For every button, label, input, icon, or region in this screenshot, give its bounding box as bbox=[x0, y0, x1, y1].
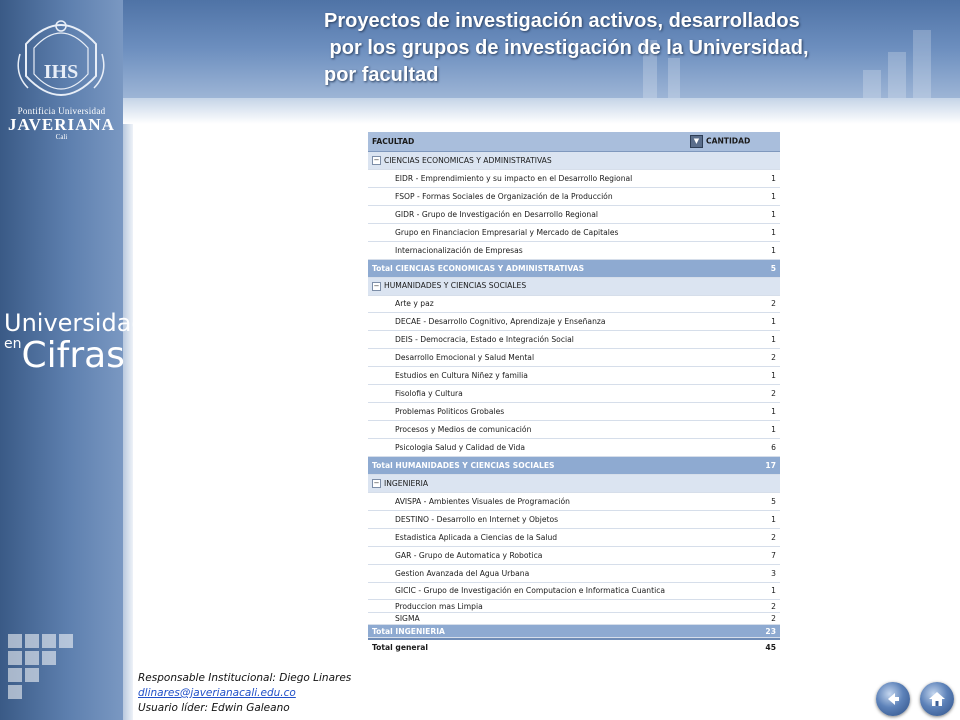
cifras-word-2: en bbox=[4, 336, 22, 352]
pivot-group-row bbox=[368, 278, 780, 296]
cifras-word-1: Universidad bbox=[4, 309, 147, 337]
pivot-item-row bbox=[368, 242, 780, 260]
home-icon bbox=[927, 689, 947, 709]
pivot-row-value: 6 bbox=[771, 442, 776, 452]
pivot-row-label: Total HUMANIDADES Y CIENCIAS SOCIALES bbox=[372, 460, 555, 470]
pivot-item-row bbox=[368, 547, 780, 565]
pivot-row-label: CIENCIAS ECONOMICAS Y ADMINISTRATIVAS bbox=[384, 155, 552, 165]
pivot-row-value: 2 bbox=[771, 389, 776, 399]
pivot-row-label: DECAE - Desarrollo Cognitivo, Aprendizaje y Enseñanza bbox=[395, 317, 606, 327]
pivot-row-label: DESTINO - Desarrollo en Internet y Objetos bbox=[395, 514, 559, 524]
banner-fade bbox=[123, 98, 960, 124]
decorative-square bbox=[25, 634, 39, 648]
pivot-item-row bbox=[368, 493, 780, 511]
pivot-row-value: 3 bbox=[771, 568, 776, 578]
pivot-item-row bbox=[368, 296, 780, 314]
pivot-row-value: 2 bbox=[771, 353, 776, 363]
pivot-row-label: Total CIENCIAS ECONOMICAS Y ADMINISTRATIVAS bbox=[372, 263, 585, 273]
decorative-square bbox=[25, 668, 39, 682]
decorative-square bbox=[25, 651, 39, 665]
pivot-item-row bbox=[368, 511, 780, 529]
logo-line-2: JAVERIANA bbox=[8, 115, 115, 134]
pivot-row-value: 2 bbox=[771, 532, 776, 542]
pivot-item-row bbox=[368, 206, 780, 224]
title-line-2: por los grupos de investigación de la Universidad, bbox=[324, 37, 809, 59]
pivot-row-value: 1 bbox=[771, 209, 776, 219]
pivot-row-value: 1 bbox=[771, 191, 776, 201]
pivot-header-facultad: FACULTAD bbox=[372, 137, 415, 146]
pivot-row-value: 1 bbox=[771, 227, 776, 237]
universidad-en-cifras-logo bbox=[4, 310, 147, 376]
pivot-body bbox=[368, 152, 780, 656]
pivot-total-row bbox=[368, 260, 780, 278]
pivot-row-value: 1 bbox=[771, 317, 776, 327]
pivot-header-cantidad-cell bbox=[690, 135, 780, 148]
pivot-item-row bbox=[368, 385, 780, 403]
pivot-row-label: DEIS - Democracia, Estado e Integración Social bbox=[395, 335, 574, 345]
decorative-square bbox=[42, 634, 56, 648]
pivot-item-row bbox=[368, 331, 780, 349]
footer-leader: Usuario líder: Edwin Galeano bbox=[138, 702, 290, 714]
pivot-row-label: FSOP - Formas Sociales de Organización de la Producción bbox=[395, 191, 613, 201]
pivot-item-row bbox=[368, 439, 780, 457]
decorative-square bbox=[8, 668, 22, 682]
pivot-header-row bbox=[368, 132, 780, 152]
pivot-row-label: SIGMA bbox=[395, 614, 420, 624]
pivot-item-row bbox=[368, 600, 780, 613]
decorative-square bbox=[8, 685, 22, 699]
pivot-row-label: EIDR - Emprendimiento y su impacto en el Desarrollo Regional bbox=[395, 173, 633, 183]
decorative-square bbox=[8, 651, 22, 665]
pivot-item-row bbox=[368, 565, 780, 583]
pivot-grand-row bbox=[368, 638, 780, 656]
pivot-row-value: 1 bbox=[771, 173, 776, 183]
pivot-row-label: Total INGENIERIA bbox=[372, 626, 445, 636]
pivot-item-row bbox=[368, 313, 780, 331]
pivot-item-row bbox=[368, 224, 780, 242]
pivot-item-row bbox=[368, 349, 780, 367]
pivot-row-label: Desarrollo Emocional y Salud Mental bbox=[395, 353, 535, 363]
pivot-row-label: Estudios en Cultura Niñez y familia bbox=[395, 371, 528, 381]
pivot-row-value: 45 bbox=[765, 643, 776, 653]
pivot-row-label: Internacionalización de Empresas bbox=[395, 245, 523, 255]
pivot-row-value: 7 bbox=[771, 550, 776, 560]
pivot-table bbox=[368, 132, 780, 656]
decorative-square bbox=[59, 634, 73, 648]
pivot-row-value: 1 bbox=[771, 586, 776, 596]
title-line-3: por facultad bbox=[324, 64, 439, 86]
pivot-row-label: Psicologia Salud y Calidad de Vida bbox=[395, 442, 526, 452]
pivot-row-value: 1 bbox=[771, 425, 776, 435]
pivot-row-label: GAR - Grupo de Automatica y Robotica bbox=[395, 550, 543, 560]
pivot-row-label: AVISPA - Ambientes Visuales de Programación bbox=[395, 496, 570, 506]
pivot-row-label: Procesos y Medios de comunicación bbox=[395, 425, 532, 435]
cifras-word-3: Cifras bbox=[21, 335, 125, 376]
pivot-item-row bbox=[368, 529, 780, 547]
pivot-row-label: GICIC - Grupo de Investigación en Computacion e Informatica Cuantica bbox=[395, 586, 666, 596]
pivot-group-row bbox=[368, 475, 780, 493]
pivot-row-label: Arte y paz bbox=[395, 299, 434, 309]
pivot-row-label: Gestion Avanzada del Agua Urbana bbox=[395, 568, 530, 578]
university-wordmark bbox=[4, 106, 119, 141]
footer-responsible: Responsable Institucional: Diego Linares bbox=[138, 672, 352, 684]
logo-line-3: Cali bbox=[55, 133, 68, 141]
pivot-row-label: Fisolofia y Cultura bbox=[395, 389, 463, 399]
pivot-item-row bbox=[368, 613, 780, 626]
pivot-item-row bbox=[368, 188, 780, 206]
pivot-item-row bbox=[368, 170, 780, 188]
pivot-row-value: 5 bbox=[771, 496, 776, 506]
pivot-row-value: 1 bbox=[771, 407, 776, 417]
pivot-total-row bbox=[368, 625, 780, 638]
pivot-row-label: Grupo en Financiacion Empresarial y Mercado de Capitales bbox=[395, 227, 619, 237]
back-button[interactable] bbox=[876, 682, 910, 716]
footer-email-link[interactable]: dlinares@javerianacali.edu.co bbox=[138, 687, 296, 699]
pivot-item-row bbox=[368, 367, 780, 385]
pivot-item-row bbox=[368, 403, 780, 421]
pivot-item-row bbox=[368, 583, 780, 601]
pivot-row-label: Estadistica Aplicada a Ciencias de la Salud bbox=[395, 532, 558, 542]
title-line-1: Proyectos de investigación activos, desarrollados bbox=[324, 10, 800, 32]
decorative-square bbox=[8, 634, 22, 648]
pivot-row-value: 1 bbox=[771, 371, 776, 381]
pivot-row-value: 2 bbox=[771, 614, 776, 624]
logo-line-1: Pontificia Universidad bbox=[17, 106, 106, 116]
pivot-row-label: HUMANIDADES Y CIENCIAS SOCIALES bbox=[384, 281, 527, 291]
pivot-row-value: 23 bbox=[765, 626, 776, 636]
pivot-row-label: Problemas Politicos Grobales bbox=[395, 407, 505, 417]
pivot-total-row bbox=[368, 457, 780, 475]
pivot-row-label: GIDR - Grupo de Investigación en Desarrollo Regional bbox=[395, 209, 598, 219]
collapse-minus-icon[interactable]: − bbox=[373, 156, 380, 165]
dropdown-filter-icon[interactable]: ▼ bbox=[690, 135, 703, 148]
pivot-row-value: 1 bbox=[771, 514, 776, 524]
pivot-row-label: Total general bbox=[372, 643, 429, 653]
pivot-group-row bbox=[368, 152, 780, 170]
decorative-square bbox=[42, 651, 56, 665]
pivot-row-value: 5 bbox=[770, 263, 776, 273]
pivot-item-row bbox=[368, 421, 780, 439]
collapse-minus-icon[interactable]: − bbox=[373, 281, 380, 290]
home-button[interactable] bbox=[920, 682, 954, 716]
slide-title bbox=[324, 8, 944, 89]
pivot-row-value: 2 bbox=[771, 299, 776, 309]
pivot-row-value: 1 bbox=[771, 245, 776, 255]
crest-letters: IHS bbox=[43, 61, 79, 83]
footer-credits bbox=[138, 671, 351, 716]
pivot-row-label: Produccion mas Limpia bbox=[395, 601, 483, 611]
collapse-minus-icon[interactable]: − bbox=[373, 479, 380, 488]
pivot-row-label: INGENIERIA bbox=[384, 478, 429, 488]
back-arrow-icon bbox=[883, 689, 903, 709]
pivot-header-cantidad: CANTIDAD bbox=[706, 136, 751, 146]
pivot-row-value: 17 bbox=[765, 460, 776, 470]
pivot-row-value: 1 bbox=[771, 335, 776, 345]
pivot-row-value: 2 bbox=[771, 601, 776, 611]
